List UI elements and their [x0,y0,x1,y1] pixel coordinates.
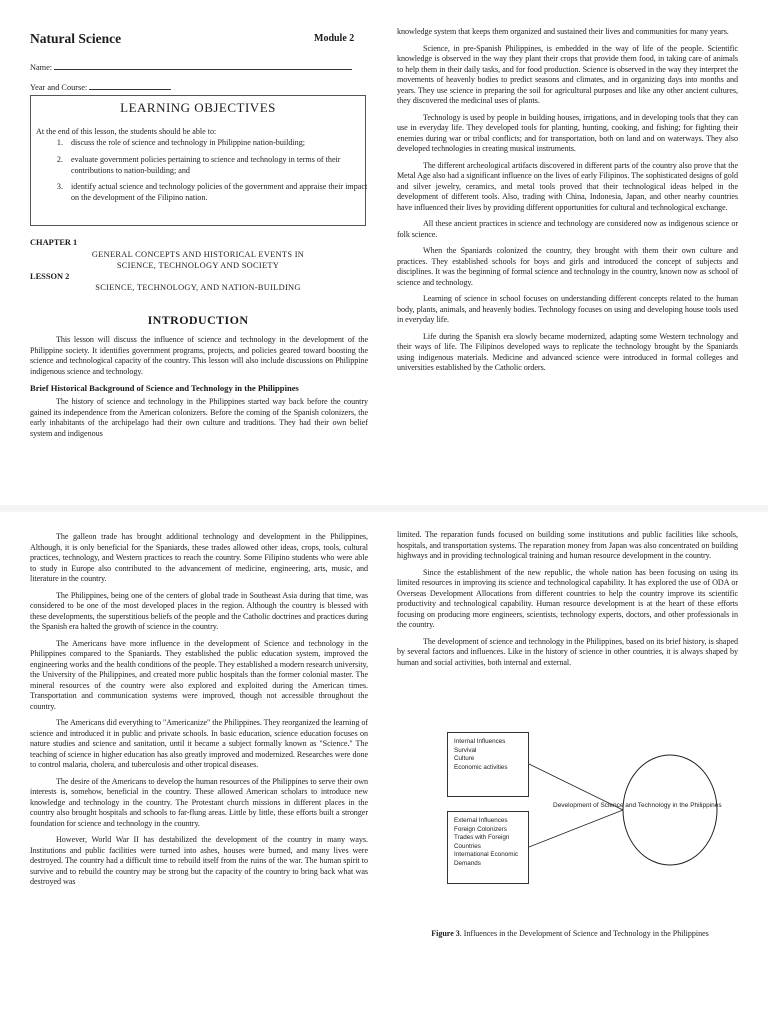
external-influences-box [447,811,529,884]
internal-influence-item: Survival [454,746,477,754]
internal-influence-item: Internal Influences [454,738,506,745]
body-paragraph: Learning of science in school focuses on understanding different concepts related to the human body, plants, animals, and heavenly bodies. Technology focuses on using and developing house tools used in everyday life. [397,294,738,324]
body-paragraph: Science, in pre-Spanish Philippines, is embedded in the way of life of the people. Scientific knowledge is observed in the way they plant their crops that provide them food, in taking care of animals to help them in their daily tasks, and for food production. Science is observed in the way they interpret the movements of heavenly bodies to predict seasons and climates, and in organizing days into months and years. They use science in preparing the soil for agricultural purposes and like any other ancient cultures, they discovered the medicinal uses of plants. [397,43,738,105]
body-paragraph: The Americans have more influence in the development of Science and technology in the Philippines compared to the Spaniards. They established the public education system, improved the engineering works and the health conditions of the people. They established a modern research university, the University of the Philippines, and created more public hospitals than the former colonial master. The mineral resources of the country were also explored and exploited during the American times. Transportation and communication systems were improved, though not accessible throughout the country. [30,638,368,711]
section-subheading: Brief Historical Background of Science and Technology in the Philippines [30,383,299,393]
name-field[interactable] [30,61,352,72]
chapter-title: GENERAL CONCEPTS AND HISTORICAL EVENTS IN SCIENCE, TECHNOLOGY AND SOCIETY [91,250,305,270]
figure-caption-text: . Influences in the Development of Science and Technology in the Philippines [459,929,709,938]
body-paragraph: Technology is used by people in building houses, irrigations, and in developing tools that they can use in everyday life. They developed tools for planting, hunting, cooking, and fishing; for fighting their enemies during war or tribal conflicts; and for transportation, both on land and on waterways. They also developed technologies in creating musical instruments. [397,112,738,153]
body-paragraph: However, World War II has destabilized the development of the country in many ways. Institutions and public facilities were turned into ashes, houses were burned, and many lives were destroyed. The country had a difficult time to rebuild itself from the ruins of the war. The human spirit to survive and to rebuild the country may be strong but the capacity of the country to bring back what was destroyed was [30,835,368,886]
body-paragraph: The Philippines, being one of the centers of global trade in Southeast Asia during that time, was considered to be one of the most developed places in the region. Although the country is blessed with these developments, the superstitious beliefs of the people and the Catholic doctrines and practices during the Spanish era halted the growth of science in the country. [30,590,368,631]
intro-paragraph: This lesson will discuss the influence of science and technology in the development of the Philippine society. It identifies government programs, projects, and policies geared toward boosting the science and technological capacity of the country. This lesson will also include discussions on Philippine indigenous science and technology. [30,335,368,376]
name-blank[interactable] [54,61,352,70]
body-paragraph: The development of science and technology in the Philippines, based on its brief history, is shaped by several factors and influences. Like in the history of science in other countries, it is always shaped by human and social activities, both internal and external. [397,636,738,667]
chapter-label: CHAPTER 1 [30,238,78,247]
page1-right-column [397,27,738,380]
body-paragraph: knowledge system that keeps them organized and sustained their lives and communities for many years. [397,27,729,36]
body-paragraph: The Americans did everything to "Americanize" the Philippines. They reorganized the learning of science and introduced it in public and private schools. In basic education, science education focuses on nature studies and science and sanitation, until it became a subject formally known as "Science." The teaching of science in higher education has also greatly improved and modernized. Researches were done to control malaria, cholera, and tuberculosis and other tropical diseases. [30,718,368,769]
internal-influences-box [447,732,529,797]
page2-right-column [397,530,738,674]
page2-left-column [30,532,368,894]
external-influence-item: Trades with Foreign Countries [454,834,510,850]
module-label: Module 2 [314,33,355,44]
body-paragraph: Since the establishment of the new republic, the whole nation has been focusing on using its limited resources in improving its science and technological capability. It has explored the use of ODA or Overseas Development Allocations from different countries to help the country improve its scientific productivity and technological capability. Human resource development is at the heart of these efforts focusing on producing more engineers, scientists, technology experts, doctors, and other professionals in the country. [397,567,738,629]
objective-item: 1. discuss the role of science and technology in Philippine nation-building; [65,138,375,149]
body-paragraph: All these ancient practices in science and technology are considered now as indigenous science or folk science. [397,219,738,239]
history-paragraph: The history of science and technology in the Philippines started way back before the country gained its independence from the American colonizers. Before the coming of the Spanish colonizers, the early inhabitants of the archipelago had their own culture and traditions. They had their own belief system and indigenous [30,397,368,438]
year-course-field[interactable] [30,81,171,92]
external-influence-item: International Economic Demands [454,851,519,867]
objective-item: 3. identify actual science and technology policies of the government and appraise their impact on the development of the Filipino nation. [65,182,375,204]
course-title: Natural Science [30,31,122,46]
year-course-blank[interactable] [89,81,171,90]
body-paragraph: The galleon trade has brought additional technology and development in the Philippines, Although, it is only beneficial for the Spaniards, these trades allowed other ideas, crops, tools, cultural practices, technology, and Western practices to reach the country. Some Filipino students who were able to study in Europe also contributed to the advancement of medicine, engineering, arts, music, and literature in the country. [30,532,368,583]
body-paragraph: When the Spaniards colonized the country, they brought with them their own culture and practices. They established schools for boys and girls and introduced the concept of subjects and disciplines. It was the beginning of formal science and technology in the country, known now as school of science and technology. [397,246,738,287]
introduction-heading: INTRODUCTION [147,313,249,327]
page-2 [0,512,768,1024]
name-label: Name: [30,63,53,72]
internal-influence-item: Culture [454,755,475,763]
lesson-title: SCIENCE, TECHNOLOGY, AND NATION-BUILDING [95,283,301,292]
body-paragraph: The desire of the Americans to develop the human resources of the Philippines to serve their own interests is, somehow, beneficial in the country. These allowed American scholars to introduce new knowledge and technology in the country. The Protestant church missions in different places in the country also brought hospitals and schools to far-flung areas. Little by little, these efforts built a stronger foundation for science and technology in the country. [30,776,368,828]
page-separator [0,505,768,512]
body-paragraph: The different archeological artifacts discovered in different parts of the country also prove that the Metal Age also had a significant influence on the lives of early Filipinos. The sophisticated designs of gold and silver jewelry, ceramics, and metal tools proved that their technological ideas helped in the development of different tools. Also, trading with China, Indonesia, Japan, and other nearby countries have influenced their lives by providing different opportunities for cultural and technological exchange. [397,160,738,212]
lesson-label: LESSON 2 [30,272,70,281]
external-influence-item: External Influences [454,817,508,824]
figure-number: Figure 3 [431,929,460,938]
connector-line [529,810,623,847]
body-paragraph: Life during the Spanish era slowly became modernized, adapting some Western technology and their ways of life. The Filipinos developed ways to replicate the technology brought by the Spaniards using indigenous materials. Medicine and advanced science were introduced in formal colleges and universities established by the Catholic orders. [397,331,738,372]
objectives-intro: At the end of this lesson, the students should be able to: [36,127,217,136]
figure-caption [412,929,728,939]
objective-item: 2. evaluate government policies pertaining to science and technology in terms of their contributions to nation-building; and [65,155,375,177]
year-course-label: Year and Course: [30,83,88,92]
objectives-list [51,138,375,210]
development-label: Development of Science and Technology in the Philippines [553,802,722,809]
objectives-heading: LEARNING OBJECTIVES [120,100,276,115]
page1-left-column [30,335,368,445]
external-influence-item: Foreign Colonizers [454,825,507,833]
development-circle [623,755,717,865]
body-paragraph: limited. The reparation funds focused on building some institutions and public facilities like schools, hospitals, and transportation systems. The reparation money from Japan was also concentrated on building highways and in providing technological training and human resource development in the country. [397,530,738,560]
influences-diagram [440,732,768,887]
learning-objectives-box [30,95,366,226]
internal-influence-item: Economic activities [454,763,508,771]
